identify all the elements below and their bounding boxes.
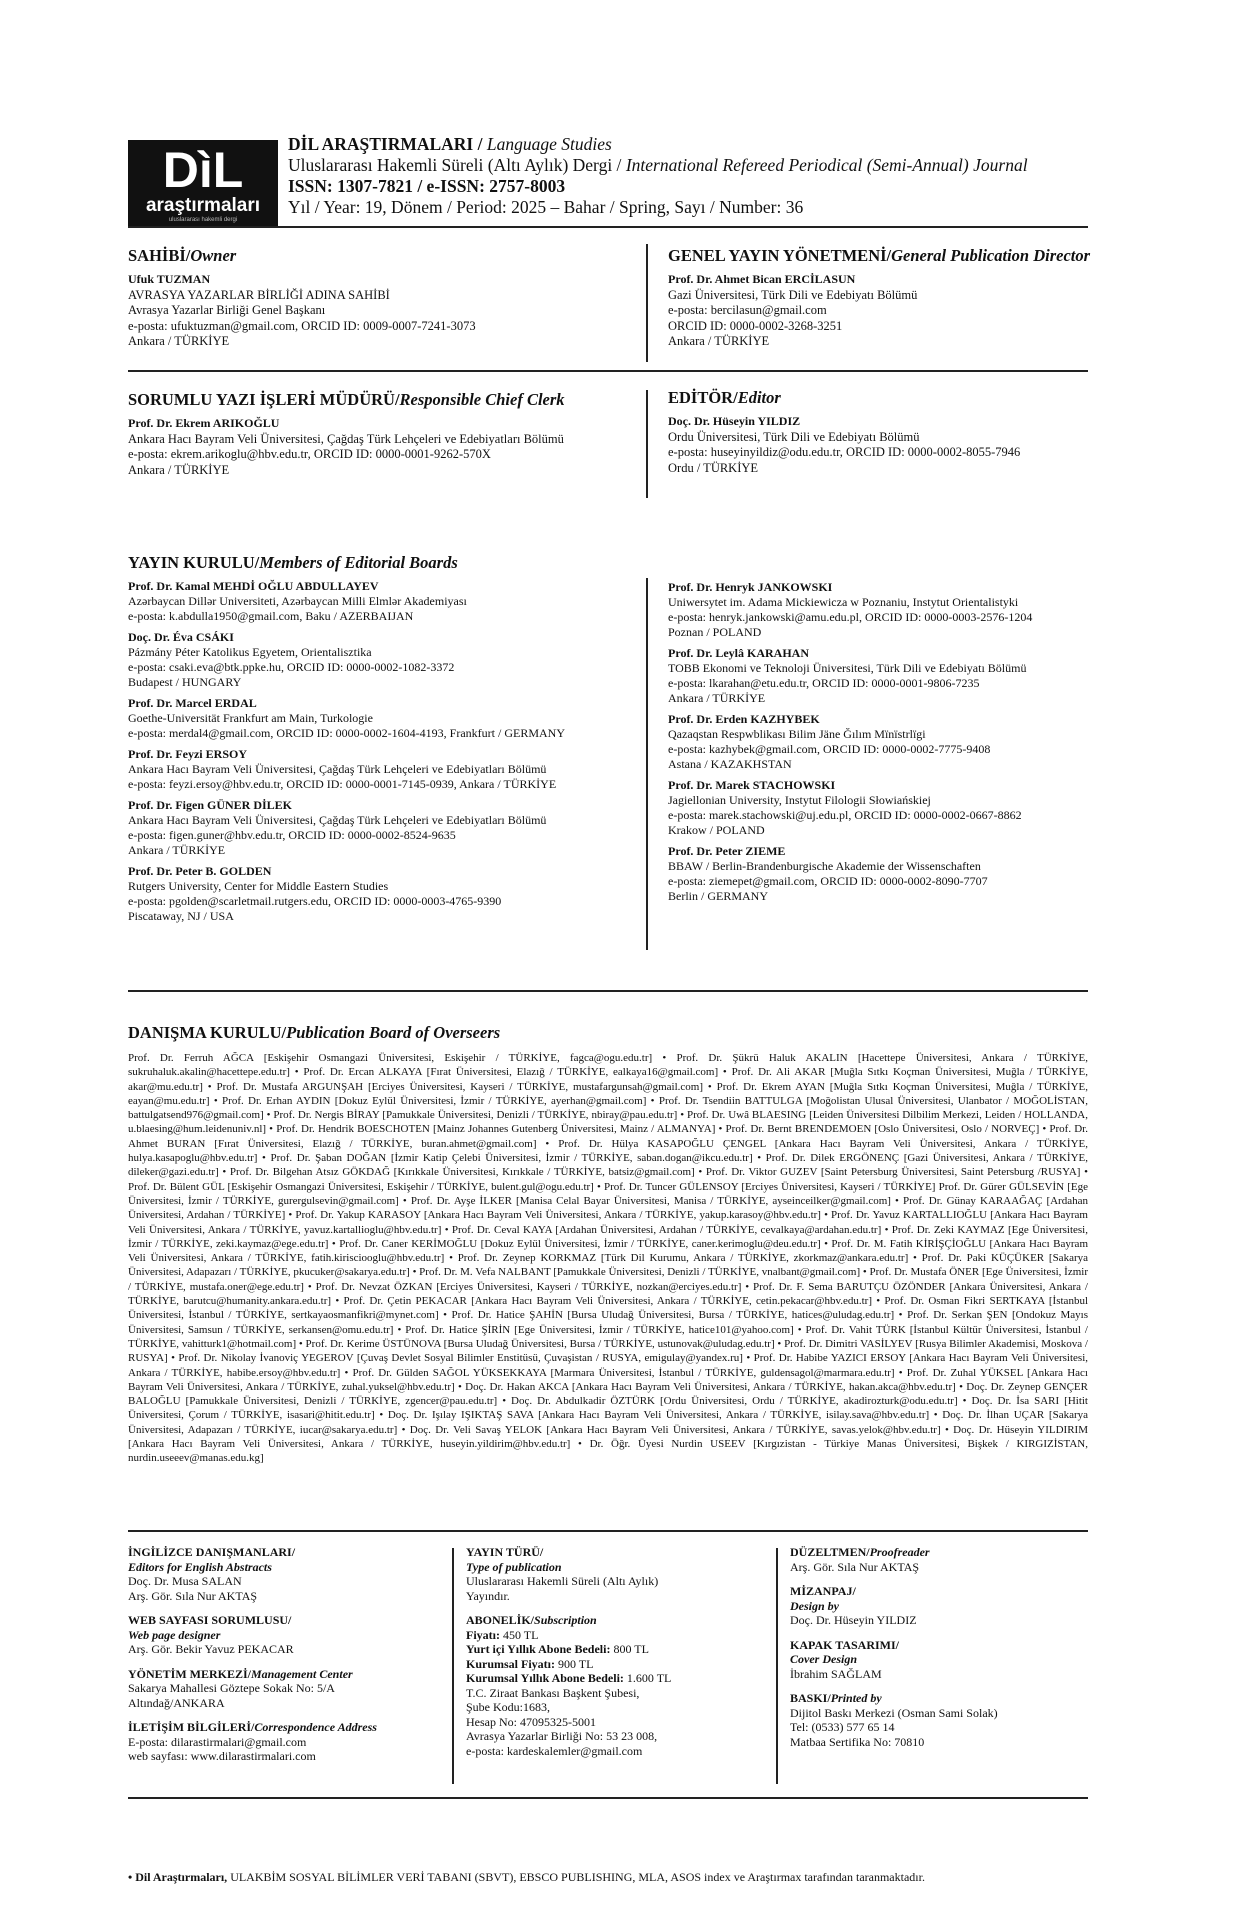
board-member-name: Prof. Dr. Leylâ KARAHAN [668,646,809,660]
board-member-line: BBAW / Berlin-Brandenburgische Akademie der Wissenschaften [668,859,981,873]
editorial-board-left [128,552,565,930]
owner-section [128,245,476,350]
price-line: Yurt içi Yıllık Abone Bedeli: 800 TL [466,1642,649,1656]
english-editors-sub: Editors for English Abstracts [128,1559,272,1574]
column-divider [646,244,648,362]
design-heading: MİZANPAJ/ [790,1584,856,1598]
owner-line: AVRASYA YAZARLAR BİRLİĞİ ADINA SAHİBİ [128,287,390,302]
price-line: Kurumsal Fiyatı: 900 TL [466,1656,594,1671]
board-member-name: Prof. Dr. Erden KAZHYBEK [668,712,820,726]
board-member [668,712,1032,772]
bank-line: e-posta: kardeskalemler@gmail.com [466,1743,643,1758]
footer-col-production [790,1545,998,1749]
editor-heading: EDİTÖR/Editor [668,388,781,407]
board-member-line: Astana / KAZAKHSTAN [668,757,792,771]
section-rule [128,1530,1088,1532]
board-member [128,696,565,741]
journal-logo [128,140,278,228]
director-line: ORCID ID: 0000-0002-3268-3251 [668,318,843,333]
cover-designer: İbrahim SAĞLAM [790,1666,882,1681]
editor-section [668,387,1020,476]
cover-sub: Cover Design [790,1652,857,1666]
footer-rule [128,1797,1088,1799]
footer-col-subscription [466,1545,671,1758]
board-member-line: e-posta: henryk.jankowski@amu.edu.pl, ORCID ID: 0000-0003-2576-1204 [668,610,1033,624]
web-designer-heading: WEB SAYFASI SORUMLUSU/ [128,1613,292,1627]
bank-line: Şube Kodu:1683, [466,1700,550,1714]
board-member-line: Uniwersytet im. Adama Mickiewicza w Poznaniu, Instytut Orientalistyki [668,595,1019,609]
contact-heading: İLETİŞİM BİLGİLERİ/Correspondence Address [128,1720,377,1734]
logo-tagline: uluslararası hakemli dergi [168,217,238,223]
publication-type-heading: YAYIN TÜRÜ/ [466,1545,544,1559]
board-member [128,747,565,792]
bank-line: T.C. Ziraat Bankası Başkent Şubesi, [466,1685,640,1700]
masthead [288,134,1088,218]
issn-line: ISSN: 1307-7821 / e-ISSN: 2757-8003 [288,176,566,196]
designer: Doç. Dr. Hüseyin YILDIZ [790,1613,917,1627]
logo-mark: DìL [162,142,244,198]
board-member-line: TOBB Ekonomi ve Teknoloji Üniversitesi, Türk Dili ve Edebiyatı Bölümü [668,661,1027,675]
board-member-line: e-posta: pgolden@scarletmail.rutgers.edu, ORCID ID: 0000-0003-4765-9390 [128,894,502,908]
printer-phone: Tel: (0533) 577 65 14 [790,1720,895,1734]
board-member-line: Ankara / TÜRKİYE [128,843,226,857]
bank-line: Hesap No: 47095325-5001 [466,1714,596,1729]
board-member [668,844,1032,904]
owner-line: Avrasya Yazarlar Birliği Genel Başkanı [128,303,326,317]
cover-heading: KAPAK TASARIMI/ [790,1637,900,1652]
board-member-line: Azərbaycan Dillər Universiteti, Azərbaycan Milli Elmlər Akademiyası [128,594,467,608]
board-member-line: Ankara Hacı Bayram Veli Üniversitesi, Çağdaş Türk Lehçeleri ve Edebiyatları Bölümü [128,762,547,776]
printer-heading: BASKI/Printed by [790,1691,882,1705]
board-member [668,778,1032,838]
contact-email: E-posta: dilarastirmalari@gmail.com [128,1734,307,1749]
board-member-line: Rutgers University, Center for Middle Eastern Studies [128,879,389,893]
proofreader-heading: DÜZELTMEN/Proofreader [790,1545,930,1559]
management-heading: YÖNETİM MERKEZİ/Management Center [128,1666,353,1681]
advisory-board-list: Prof. Dr. Ferruh AĞCA [Eskişehir Osmangazi Üniversitesi, Eskişehir / TÜRKİYE, fagca@ogu.edu.tr] • Prof. Dr. Şükrü Haluk AKALIN [Hacettepe Üniversitesi, Ankara / TÜRKİYE, sukruhaluk.akalin@hacettepe.edu.tr] • Prof. Dr. Ercan ALKAYA [Fırat Üniversitesi, Elazığ / TÜRKİYE, ealkaya16@gmail.com] • Prof. Dr. Ali AKAR [Muğla Sıtkı Koçman Üniversitesi, Muğla / TÜRKİYE, akar@mu.edu.tr] • Prof. Dr. Mustafa ARGUNŞAH [Erciyes Üniversitesi, Kayseri / TÜRKİYE, mustafargunsah@gmail.com] • Prof. Dr. Ekrem AYAN [Muğla Sıtkı Koçman Üniversitesi, Muğla / TÜRKİYE, eayan@mu.edu.tr] • Prof. Dr. Erhan AYDIN [Dokuz Eylül Üniversitesi, İzmir / TÜRKİYE, ayerhan@gmail.com] • Prof. Dr. Tsendiin BATTULGA [Moğolistan Ulusal Üniversitesi, Ulanbator / MOĞOLİSTAN, battulgatsend976@gmail.com] • Prof. Dr. Nergis BİRAY [Pamukkale Üniversitesi, Denizli / TÜRKİYE, nbiray@pau.edu.tr] • Prof. Dr. Uwâ BLAESING [Leiden Üniversitesi Dilbilim Merkezi, Leiden / HOLLANDA, u.blaesing@hum.leidenuniv.nl] • Prof. Dr. Hendrik BOESCHOTEN [Mainz Johannes Gutenberg Üniversitesi, Mainz / ALMANYA] • Prof. Dr. Bernt BRENDEMOEN [Oslo Üniversitesi, Oslo / NORVEÇ] • Prof. Dr. Ahmet BURAN [Fırat Üniversitesi, Elazığ / TÜRKİYE, buran.ahmet@gmail.com] • Prof. Dr. Hülya KASAPOĞLU ÇENGEL [Ankara Hacı Bayram Veli Üniversitesi, Ankara / TÜRKİYE, hulya.kasapoglu@hbv.edu.tr] • Prof. Dr. Şaban DOĞAN [İzmir Katip Çelebi Üniversitesi, İzmir / TÜRKİYE, saban.dogan@ikcu.edu.tr] • Prof. Dr. Dilek ERGÖNENÇ [Gazi Üniversitesi, Ankara / TÜRKİYE, dileker@gazi.edu.tr] • Prof. Dr. Bilgehan Atsız GÖKDAĞ [Kırıkkale Üniversitesi, Kırıkkale / TÜRKİYE, batsiz@gmail.com] • Prof. Dr. Viktor GUZEV [Saint Petersburg Üniversitesi, Saint Petersburg /RUSYA] • Prof. Dr. Bülent GÜL [Eskişehir Osmangazi Üniversitesi, Eskişehir / TÜRKİYE, bulent.gul@ogu.edu.tr] • Prof. Dr. Tuncer GÜLENSOY [Erciyes Üniversitesi, Kayseri / TÜRKİYE] Prof. Dr. Gürer GÜLSEVİN [Ege Üniversitesi, İzmir / TÜRKİYE, gurergulsevin@gmail.com] • Prof. Dr. Ayşe İLKER [Manisa Celal Bayar Üniversitesi, Manisa / TÜRKİYE, ayseinceilker@gmail.com] • Prof. Dr. Günay KARAAĞAÇ [Ardahan Üniversitesi, Ardahan / TÜRKİYE] • Prof. Dr. Yakup KARASOY [Ankara Hacı Bayram Veli Üniversitesi, Ankara / TÜRKİYE, yakup.karasoy@hbv.edu.tr] • Prof. Dr. Yavuz KARTALLIOĞLU [Ankara Hacı Bayram Veli Üniversitesi, Ankara / TÜRKİYE, yavuz.kartallioglu@hbv.edu.tr] • Prof. Dr. Ceval KAYA [Ardahan Üniversitesi, Ardahan / TÜRKİYE, cevalkaya@ardahan.edu.tr] • Prof. Dr. Zeki KAYMAZ [Ege Üniversitesi, İzmir / TÜRKİYE, zeki.kaymaz@ege.edu.tr] • Prof. Dr. Caner KERİMOĞLU [Dokuz Eylül Üniversitesi, İzmir / TÜRKİYE, caner.kerimoglu@deu.edu.tr] • Prof. Dr. M. Fatih KİRİŞÇİOĞLU [Ankara Hacı Bayram Veli Üniversitesi, Ankara / TÜRKİYE, fatih.kirisciooglu@hbv.edu.tr] • Prof. Dr. Zeynep KORKMAZ [Türk Dil Kurumu, Ankara / TÜRKİYE, zkorkmaz@ankara.edu.tr] • Prof. Dr. Paki KÜÇÜKER [Sakarya Üniversitesi, Adapazarı / TÜRKİYE, pkucuker@sakarya.edu.tr] • Prof. Dr. M. Vefa NALBANT [Pamukkale Üniversitesi, Denizli / TÜRKİYE, vnalbant@gmail.com] • Prof. Dr. Mustafa ÖNER [Ege Üniversitesi, İzmir / TÜRKİYE, mustafa.oner@ege.edu.tr] • Prof. Dr. Nevzat ÖZKAN [Erciyes Üniversitesi, Kayseri / TÜRKİYE, nozkan@erciyes.edu.tr] • Prof. Dr. F. Sema BARUTÇU ÖZÖNDER [Ankara Üniversitesi, Ankara / TÜRKİYE, barutcu@humanity.ankara.edu.tr] • Prof. Dr. Çetin PEKACAR [Ankara Hacı Bayram Veli Üniversitesi, Ankara / TÜRKİYE, cetin.pekacar@hbv.edu.tr] • Prof. Dr. Osman Fikri SERTKAYA [İstanbul Üniversitesi, İstanbul / TÜRKİYE, sertkayaosmanfikri@mynet.com] • Prof. Dr. Hatice ŞAHİN [Bursa Uludağ Üniversitesi, Bursa / TÜRKİYE, hatices@uludag.edu.tr] • Prof. Dr. Serkan ŞEN [Ondokuz Mayıs Üniversitesi, Samsun / TÜRKİYE, serkansen@omu.edu.tr] • Prof. Dr. Hatice ŞİRİN [Ege Üniversitesi, İzmir / TÜRKİYE, hatice101@yahoo.com] • Prof. Dr. Vahit TÜRK [İstanbul Kültür Üniversitesi, İstanbul / TÜRKİYE, vahitturk1@hotmail.com] • Prof. Dr. Kerime ÜSTÜNOVA [Bursa Uludağ Üniversitesi, Bursa / TÜRKİYE, ustunovak@uludag.edu.tr] • Prof. Dr. Dimitri VASİLYEV [Rusya Bilimler Akademisi, Moskova / RUSYA] • Prof. Dr. Nikolay İvanoviç YEGEROV [Çuvaş Devlet Sosyal Bilimler Enstitüsü, Çuvaşistan / RUSYA, emigulay@yandex.ru] • Prof. Dr. Habibe YAZICI ERSOY [Ankara Hacı Bayram Veli Üniversitesi, Ankara / TÜRKİYE, habibe.ersoy@hbv.edu.tr] • Prof. Dr. Gülden SAĞOL YÜKSEKKAYA [Marmara Üniversitesi, İstanbul / TÜRKİYE, guldensagol@marmara.edu.tr] • Prof. Dr. Zuhal YÜKSEL [Ankara Hacı Bayram Veli Üniversitesi, Ankara / TÜRKİYE, zuhal.yuksel@hbv.edu.tr] • Doç. Dr. Hakan AKCA [Ankara Hacı Bayram Veli Üniversitesi, Ankara / TÜRKİYE, hakan.akca@hbv.edu.tr] • Doç. Dr. Zeynep GENÇER BALOĞLU [Pamukkale Üniversitesi, Denizli / TÜRKİYE, zgencer@pau.edu.tr] • Doç. Dr. Abdulkadir ÖZTÜRK [Ordu Üniversitesi, Ordu / TÜRKİYE, akadirozturk@odu.edu.tr] • Doç. Dr. İsa SARI [Hitit Üniversitesi, Çorum / TÜRKİYE, isasari@hitit.edu.tr] • Doç. Dr. Işılay IŞIKTAŞ SAVA [Ankara Hacı Bayram Veli Üniversitesi, Ankara / TÜRKİYE, isilay.sava@hbv.edu.tr] • Doç. Dr. İlhan UÇAR [Sakarya Üniversitesi, Adapazarı / TÜRKİYE, iucar@sakarya.edu.tr] • Doç. Dr. Veli Savaş YELOK [Ankara Hacı Bayram Veli Üniversitesi, Ankara / TÜRKİYE, savas.yelok@hbv.edu.tr] • Doç. Dr. Hüseyin YILDIRIM [Ankara Hacı Bayram Veli Üniversitesi, Ankara / TÜRKİYE, huseyin.yildirim@hbv.edu.tr] • Dr. Öğr. Üyesi Nurdin USEEV [Kırgızistan - Türkiye Manas Üniversitesi, Bişkek / KIRGIZİSTAN, nurdin.useeev@manas.edu.kg] [128,1052,1088,1465]
director-heading: GENEL YAYIN YÖNETMENİ/General Publication Director [668,246,1091,265]
editor-line: e-posta: huseyinyildiz@odu.edu.tr, ORCID ID: 0000-0002-8055-7946 [668,445,1021,459]
chief-clerk-name: Prof. Dr. Ekrem ARIKOĞLU [128,416,280,430]
english-editors-heading: İNGİLİZCE DANIŞMANLARI/ [128,1545,296,1559]
advisory-board-heading: DANIŞMA KURULU/Publication Board of Overseers [128,1023,501,1042]
editor-line: Ordu Üniversitesi, Türk Dili ve Edebiyatı Bölümü [668,429,920,444]
publication-type: Uluslararası Hakemli Süreli (Altı Aylık) [466,1574,659,1588]
editorial-board-heading: YAYIN KURULU/Members of Editorial Boards [128,553,458,572]
director-line: e-posta: bercilasun@gmail.com [668,303,827,317]
board-member-name: Prof. Dr. Feyzi ERSOY [128,747,247,761]
proofreader: Arş. Gör. Sıla Nur AKTAŞ [790,1559,920,1574]
board-member [128,798,565,858]
indexing-databases: ULAKBİM SOSYAL BİLİMLER VERİ TABANI (SBVT), EBSCO PUBLISHING, MLA, ASOS index ve Araştırmax tarafından taranmaktadır. [227,1870,925,1884]
board-member-name: Doç. Dr. Éva CSÁKI [128,630,234,644]
printer-certificate: Matbaa Sertifika No: 70810 [790,1734,925,1749]
board-member-line: e-posta: kazhybek@gmail.com, ORCID ID: 0000-0002-7775-9408 [668,742,991,756]
board-member-line: Krakow / POLAND [668,823,765,837]
chief-clerk-line: Ankara Hacı Bayram Veli Üniversitesi, Çağdaş Türk Lehçeleri ve Edebiyatları Bölümü [128,431,564,446]
publication-type: Yayındır. [466,1588,510,1603]
editorial-board-right [668,580,1032,910]
board-member-line: Berlin / GERMANY [668,889,768,903]
owner-line: Ankara / TÜRKİYE [128,334,230,348]
board-member-line: Goethe-Universität Frankfurt am Main, Turkologie [128,711,373,725]
column-divider [452,1548,454,1784]
board-member-line: Jagiellonian University, Instytut Filologii Słowiańskiej [668,793,931,807]
board-member [128,864,565,924]
indexing-journal: • Dil Araştırmaları, [128,1870,228,1884]
board-member-line: Qazaqstan Respwblikası Bilim Jäne Ğılım Mïnïstrlïgi [668,727,926,741]
board-member-line: e-posta: figen.guner@hbv.edu.tr, ORCID ID: 0000-0002-8524-9635 [128,828,456,842]
board-member-line: e-posta: k.abdulla1950@gmail.com, Baku / AZERBAIJAN [128,609,414,623]
owner-heading: SAHİBİ/Owner [128,246,237,265]
board-member-name: Prof. Dr. Peter ZIEME [668,844,786,858]
board-member-line: e-posta: csaki.eva@btk.ppke.hu, ORCID ID: 0000-0002-1082-3372 [128,660,455,674]
management-address: Altındağ/ANKARA [128,1695,225,1710]
owner-name: Ufuk TUZMAN [128,272,211,286]
board-member [128,630,565,690]
journal-subtitle: Uluslararası Hakemli Süreli (Altı Aylık) Dergi / International Refereed Periodical (Semi-Annual) Journal [288,155,1028,175]
advisory-board-section [128,1022,1088,1466]
section-rule [128,990,1088,992]
director-section [668,245,1090,350]
price-line: Kurumsal Yıllık Abone Bedeli: 1.600 TL [466,1671,672,1685]
board-member-line: e-posta: marek.stachowski@uj.edu.pl, ORCID ID: 0000-0002-0667-8862 [668,808,1022,822]
board-member-line: Poznan / POLAND [668,625,762,639]
board-member-line: e-posta: feyzi.ersoy@hbv.edu.tr, ORCID ID: 0000-0001-7145-0939, Ankara / TÜRKİYE [128,777,557,791]
board-member-name: Prof. Dr. Marek STACHOWSKI [668,778,836,792]
board-member-name: Prof. Dr. Kamal MEHDİ OĞLU ABDULLAYEV [128,579,379,593]
board-member-line: Ankara / TÜRKİYE [668,691,766,705]
design-sub: Design by [790,1598,839,1613]
english-editor: Doç. Dr. Musa SALAN [128,1574,242,1588]
chief-clerk-line: Ankara / TÜRKİYE [128,462,230,477]
chief-clerk-heading: SORUMLU YAZI İŞLERİ MÜDÜRÜ/Responsible Chief Clerk [128,390,565,409]
price-line: Fiyatı: 450 TL [466,1627,539,1642]
board-member [668,580,1032,640]
management-address: Sakarya Mahallesi Göztepe Sokak No: 5/A [128,1681,335,1695]
contact-website: web sayfası: www.dilarastirmalari.com [128,1749,316,1763]
chief-clerk-line: e-posta: ekrem.arikoglu@hbv.edu.tr, ORCID ID: 0000-0001-9262-570X [128,447,491,461]
subscription-heading: ABONELİK/Subscription [466,1613,597,1627]
web-designer: Arş. Gör. Bekir Yavuz PEKACAR [128,1642,294,1656]
issue-line: Yıl / Year: 19, Dönem / Period: 2025 – Bahar / Spring, Sayı / Number: 36 [288,197,804,217]
director-line: Gazi Üniversitesi, Türk Dili ve Edebiyatı Bölümü [668,287,918,302]
editor-name: Doç. Dr. Hüseyin YILDIZ [668,414,801,428]
printer: Dijitol Baskı Merkezi (Osman Sami Solak) [790,1705,998,1720]
board-member-line: Piscataway, NJ / USA [128,909,234,923]
logo-word: araştırmaları [145,195,261,216]
board-member-line: Ankara Hacı Bayram Veli Üniversitesi, Çağdaş Türk Lehçeleri ve Edebiyatları Bölümü [128,813,547,827]
board-member-line: e-posta: merdal4@gmail.com, ORCID ID: 0000-0002-1604-4193, Frankfurt / GERMANY [128,726,565,740]
board-member [668,646,1032,706]
section-rule [128,370,1088,372]
director-name: Prof. Dr. Ahmet Bican ERCİLASUN [668,272,856,286]
english-editor: Arş. Gör. Sıla Nur AKTAŞ [128,1588,258,1603]
web-designer-sub: Web page designer [128,1627,221,1642]
director-line: Ankara / TÜRKİYE [668,334,770,348]
board-member-name: Prof. Dr. Henryk JANKOWSKI [668,580,833,594]
bank-line: Avrasya Yazarlar Birliği No: 53 23 008, [466,1729,658,1743]
board-member-name: Prof. Dr. Figen GÜNER DİLEK [128,798,293,812]
board-member-name: Prof. Dr. Marcel ERDAL [128,696,257,710]
board-member-line: e-posta: lkarahan@etu.edu.tr, ORCID ID: 0000-0001-9806-7235 [668,676,980,690]
column-divider [646,390,648,498]
board-member [128,579,565,624]
chief-clerk-section [128,389,565,478]
board-member-line: Budapest / HUNGARY [128,675,242,689]
header-rule [128,226,1088,228]
indexing-note [128,1870,925,1885]
editor-line: Ordu / TÜRKİYE [668,460,759,475]
board-member-name: Prof. Dr. Peter B. GOLDEN [128,864,272,878]
publication-type-sub: Type of publication [466,1559,562,1574]
journal-title: DİL ARAŞTIRMALARI / Language Studies [288,134,612,154]
owner-line: e-posta: ufuktuzman@gmail.com, ORCID ID: 0009-0007-7241-3073 [128,318,476,333]
board-member-line: Pázmány Péter Katolikus Egyetem, Orientalisztika [128,645,372,659]
footer-col-credits [128,1545,377,1764]
column-divider [776,1548,778,1784]
column-divider [646,578,648,950]
board-member-line: e-posta: ziemepet@gmail.com, ORCID ID: 0000-0002-8090-7707 [668,874,988,888]
